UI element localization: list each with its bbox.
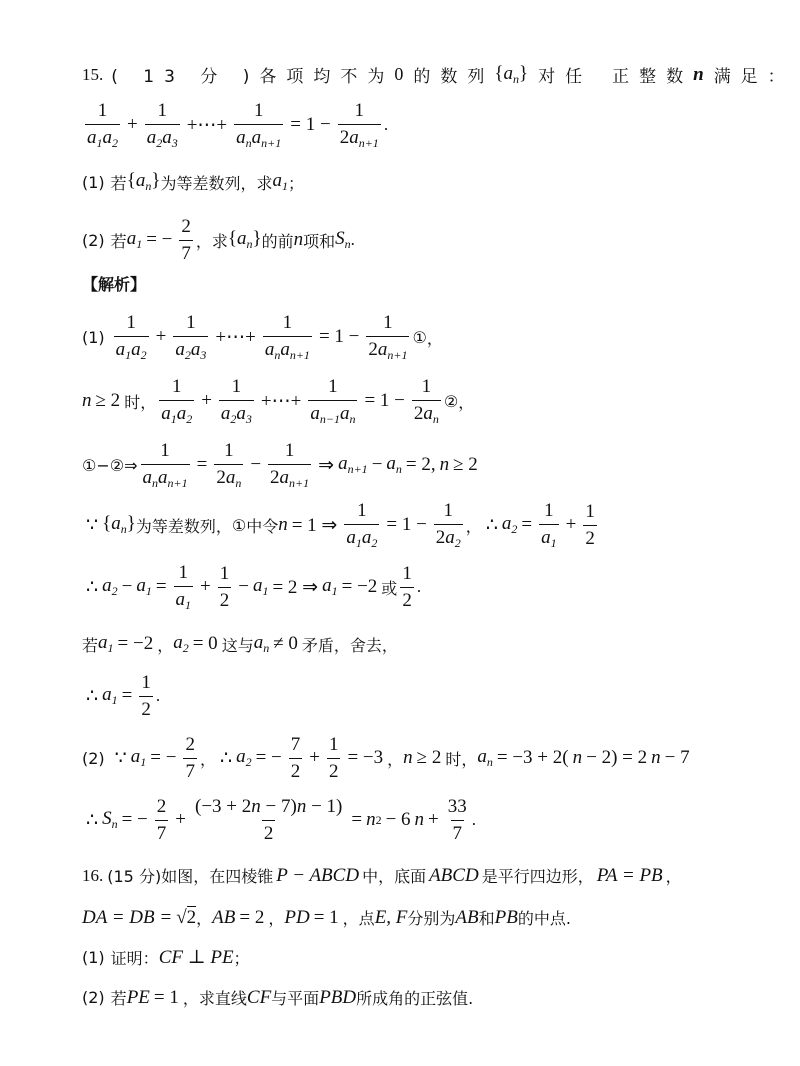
solution-line-6-text-d: 矛盾，舍去， [301, 635, 398, 655]
solution-line-4-text-a: 为等差数列， [135, 516, 232, 536]
problem-15-text-d: 正整数 [612, 67, 694, 87]
problem-16-text-b: 中，底面 [362, 867, 427, 886]
solution-line-4-text-b: 中令 [246, 516, 279, 536]
solution-heading-text: 【解析】 [82, 275, 147, 294]
problem-15-zero: 0 [394, 64, 404, 84]
solution-part-1-label: (1) [82, 327, 105, 347]
problem-16-line-2-a: ， [196, 909, 213, 928]
problem-16-part-1-text: 证明： [110, 949, 159, 968]
part-2-text-c: 的前 [261, 231, 294, 251]
problem-16-part-1-label: (1) [82, 948, 105, 967]
solution-line-4: ∵ $\{a_n\}$ 为等差数列， ① 中令 n = 1 ⇒ $\frac{1}{a_1a_2}$ = 1 − $\frac{1}{2a_2}$ ， ∴ $a_2$ = $\frac{1}{a_1}$ + $\frac{1}{2}$ [86, 500, 595, 550]
problem-15-text-a: 各项均不为 [259, 67, 395, 87]
problem-16-part-2-text-d: 所成角的正弦值. [356, 989, 474, 1008]
problem-16-part-2-label: (2) [82, 988, 105, 1007]
problem-16-stem: 16. (15 分) 如图，在四棱锥 P − ABCD 中，底面 ABCD 是平行四边形， PA = PB ， [82, 864, 682, 886]
or-text: 或 [381, 578, 398, 598]
problem-15-part-2: (2) 若 $a_1$ = − $\frac{2}{7}$ ，求 $\{a_n\}$ 的前 n 项和 $S_n$ . [82, 216, 355, 264]
solution-part-2-label: (2) [82, 748, 105, 768]
solution-line-6-text-a: 若 [82, 635, 99, 655]
problem-15-score: ( 13 分 ) [111, 67, 260, 87]
solution-line-3: ①−②⇒ $\frac{1}{a_na_{n+1}}$ = $\frac{1}{2a_n}$ − $\frac{1}{2a_{n+1}}$ ⇒ $a_{n+1}$ − $a_n$ = 2, n ≥ 2 [82, 440, 478, 490]
problem-16-line-2-e: 和 [478, 909, 495, 928]
solution-heading [82, 272, 146, 295]
problem-16-part-1: (1) 证明： CF ⊥ PE ； [82, 947, 250, 968]
part-2-text-d: 项和 [303, 231, 336, 251]
because-symbol: ∵ [86, 514, 99, 536]
problem-16-part-2: (2) 若 PE = 1 ，求直线 CF 与平面 PBD 所成角的正弦值. [82, 986, 474, 1008]
solution-line-5: ∴ $a_2$ − $a_1$ = $\frac{1}{a_1}$ + $\frac{1}{2}$ − $a_1$ = 2 ⇒ $a_1$ = −2 或 $\frac{1}{2}$ . [86, 562, 422, 612]
when-text-2: 时， [445, 749, 478, 769]
problem-16-line-2-f: 的中点. [517, 909, 571, 928]
part-2-label: (2) [82, 230, 105, 250]
problem-15-text-e: 满足： [713, 67, 795, 87]
problem-16-score: (15 分) [107, 867, 162, 886]
problem-16-part-2-text-a: 若 [110, 989, 127, 1008]
circled-2: ② [443, 391, 459, 411]
problem-15-part-1: (1) 若 $\{a_n\}$ 为等差数列，求 $a_1$ ； [82, 170, 304, 193]
part-2-text-a: 若 [110, 231, 127, 251]
solution-line-6-text-c: 这与 [221, 635, 254, 655]
solution-line-7: ∴ $a_1$ = $\frac{1}{2}$ . [86, 672, 161, 720]
var-n: n [693, 63, 704, 85]
sequence-an: $\{a_n\}$ [494, 62, 529, 86]
problem-16-line-2-d: 分别为 [407, 909, 456, 928]
solution-line-2: n ≥ 2 时， $\frac{1}{a_1a_2}$ + $\frac{1}{a_2a_3}$ +⋯+ $\frac{1}{a_{n-1}a_n}$ = 1 − $\frac{1}{2a_n}$ ② ， [82, 376, 475, 426]
solution-line-8: (2) ∵ $a_1$ = − $\frac{2}{7}$ ， ∴ $a_2$ = − $\frac{7}{2}$ + $\frac{1}{2}$ = −3 ， n ≥ 2 时， $a_n$ = −3 + 2( n − 2) = 2 n − 7 [82, 734, 690, 782]
problem-16-text-c: 是平行四边形， [481, 867, 594, 886]
part-1-text-a: 若 [110, 173, 127, 193]
part-2-text-b: ，求 [195, 231, 228, 251]
problem-15-text-b: 的数列 [413, 67, 495, 87]
problem-16-line-2-c: ，点 [342, 909, 375, 928]
solution-line-9: ∴ $S_n$ = − $\frac{2}{7}$ + $\frac{(-3 + 2n - 7)n - 1)}{2}$ = n 2 − 6 n + $\frac{33}{7}$ . [86, 796, 477, 844]
problem-15-equation: $\frac{1}{a_1a_2}$ + $\frac{1}{a_2a_3}$ +⋯+ $\frac{1}{a_na_{n+1}}$ = 1 − $\frac{1}{2a_{n+1}}$ . [87, 100, 389, 150]
problem-16-number: 16. [82, 865, 104, 885]
problem-16-line-2-b: ， [268, 909, 285, 928]
problem-16-part-2-text-b: ，求直线 [182, 989, 247, 1008]
part-1-label: (1) [82, 172, 105, 192]
problem-15-text-c: 对任 [538, 67, 593, 87]
problem-15-stem [82, 62, 795, 87]
solution-line-6-text-b: ， [157, 635, 174, 655]
when-text: 时， [124, 392, 157, 412]
part-1-text-b: 为等差数列，求 [160, 173, 273, 193]
problem-16-text-a: 如图，在四棱锥 [161, 867, 274, 886]
problem-16-conditions: DA = DB = √2 ， AB = 2 ， PD = 1 ，点 E, F 分别为 AB 和 PB 的中点. [82, 906, 571, 928]
solution-line-6: 若 $a_1$ = −2 ， $a_2$ = 0 这与 $a_n$ ≠ 0 矛盾，舍去， [82, 632, 398, 655]
solution-line-1: (1) $\frac{1}{a_1a_2}$ + $\frac{1}{a_2a_3}$ +⋯+ $\frac{1}{a_na_{n+1}}$ = 1 − $\frac{1}{2a_{n+1}}$ ① ， [82, 312, 443, 362]
problem-15-number: 15. [82, 64, 104, 84]
problem-16-part-2-text-c: 与平面 [271, 989, 320, 1008]
circled-1: ① [412, 327, 427, 347]
